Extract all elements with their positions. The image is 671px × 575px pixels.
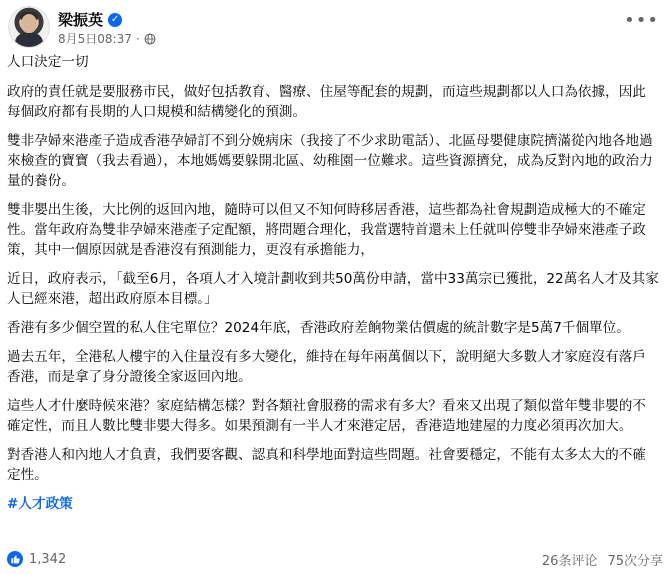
author-avatar[interactable] bbox=[8, 6, 50, 48]
post-paragraph-1: 人口決定一切 bbox=[7, 54, 89, 70]
post-body bbox=[7, 52, 659, 523]
reactions-count: 1,342 bbox=[29, 551, 67, 567]
comments-count[interactable]: 26条评论 bbox=[541, 553, 598, 569]
post-meta bbox=[58, 30, 156, 47]
verified-badge-icon: ✓ bbox=[108, 13, 122, 27]
post-paragraph-9: 對香港人和內地人才負責，我們要客觀、認真和科學地面對這些問題。社會要穩定，不能有太多太大的不確定性。 bbox=[7, 447, 646, 483]
engagement-stats bbox=[542, 550, 663, 569]
shares-count[interactable]: 75次分享 bbox=[607, 553, 663, 569]
post-paragraph-5: 近日，政府表示，「截至6月，各項人才入境計劃收到共50萬份申請，當中33萬宗已獲批，22萬名人才及其家人已經來港，超出政府原本目標。」 bbox=[7, 271, 659, 307]
like-reaction-icon bbox=[7, 551, 23, 567]
globe-icon[interactable] bbox=[144, 33, 156, 45]
reactions-summary[interactable] bbox=[7, 551, 66, 567]
meta-separator: · bbox=[135, 31, 140, 46]
post-paragraph-4: 雙非嬰出生後，大比例的返回內地，隨時可以但又不知何時移居香港，這些都為社會規劃造成極大的不確定性。當年政府為雙非孕婦來港產子定配額，將問題合理化，我當選特首還未上任就叫停雙非孕婦來港產子政策，其中一個原因就是香港沒有預測能力，更沒有承擔能力， bbox=[7, 202, 646, 258]
post-paragraph-8: 這些人才什麼時候來港？家庭結構怎樣？對各類社會服務的需求有多大？看來又出現了類似當年雙非嬰的不確定性，而且人數比雙非嬰大得多。如果預測有一半人才來港定居，香港造地建屋的力度必須再次加大。 bbox=[7, 398, 646, 434]
author-name[interactable]: 梁振英 bbox=[58, 11, 104, 29]
hashtag-line bbox=[7, 494, 659, 514]
more-options-icon[interactable]: ••• bbox=[624, 10, 659, 31]
author-name-row bbox=[58, 9, 122, 30]
post-paragraph-2: 政府的責任就是要服務市民，做好包括教育、醫療、住屋等配套的規劃，而這些規劃都以人口為依據，因此每個政府都有長期的人口規模和結構變化的預測。 bbox=[7, 84, 646, 120]
hashtag-link[interactable]: #人才政策 bbox=[7, 496, 73, 512]
post-paragraph-6: 香港有多少個空置的私人住宅單位？2024年底，香港政府差餉物業估價處的統計數字是5萬7千個單位。 bbox=[7, 320, 630, 336]
post-paragraph-3: 雙非孕婦來港產子造成香港孕婦訂不到分娩病床（我接了不少求助電話）、北區母嬰健康院擠滿從內地各地過來檢查的寶寶（我去看過），本地媽媽要躲開北區、幼稚園一位難求。這些資源擠兌，成為反對內地的政治力量的養份。 bbox=[7, 133, 653, 189]
post-timestamp[interactable]: 8月5日08:37 bbox=[58, 32, 132, 46]
engagement-bar bbox=[7, 548, 663, 570]
post-paragraph-7: 過去五年，全港私人樓宇的入住量沒有多大變化，維持在每年兩萬個以下，說明絕大多數人才家庭沒有落戶香港，而是拿了身分證後全家返回內地。 bbox=[7, 349, 646, 385]
